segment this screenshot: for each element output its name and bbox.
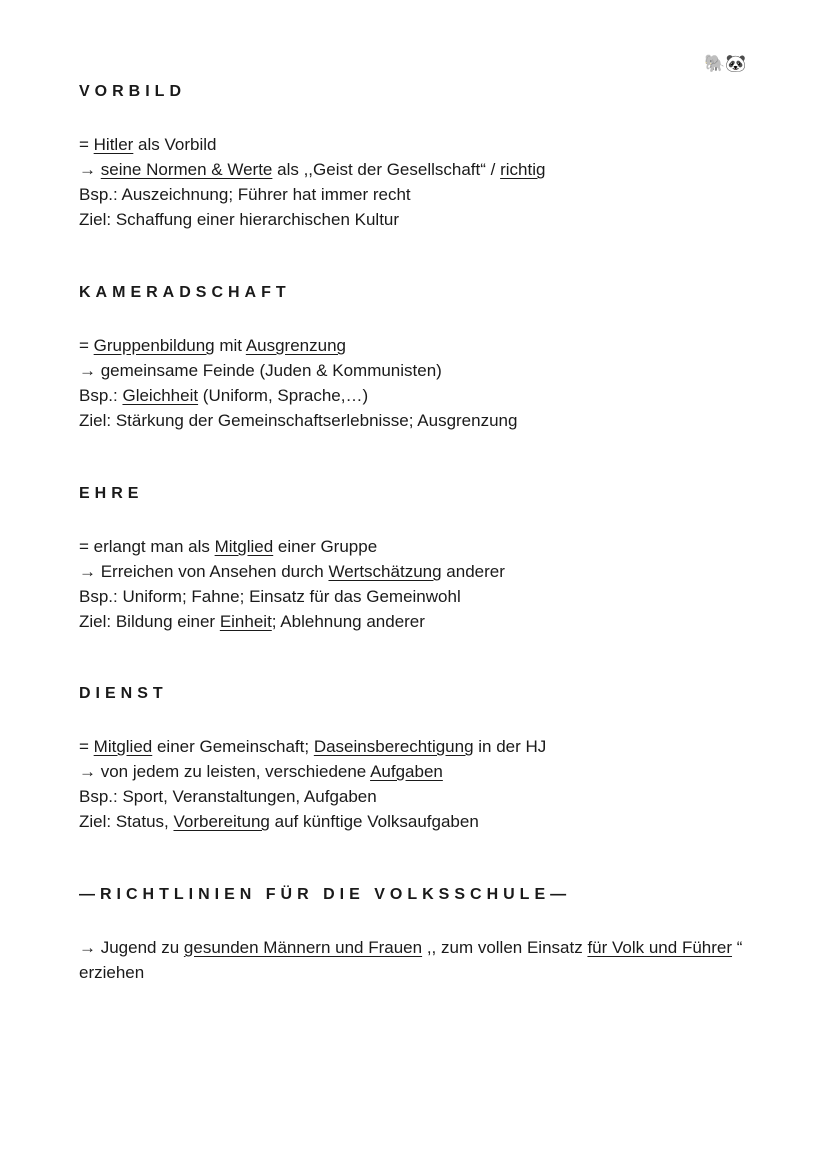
definition-line: = Mitglied einer Gemeinschaft; Daseinsberechtigung in der HJ: [79, 737, 547, 756]
section-dienst: [79, 684, 759, 834]
arrow-line: → Jugend zu gesunden Männern und Frauen ,, zum vollen Einsatz für Volk und Führer “ erziehen: [79, 938, 743, 982]
example-line: Bsp.: Gleichheit (Uniform, Sprache,…): [79, 386, 369, 405]
definition-line: = erlangt man als Mitglied einer Gruppe: [79, 537, 378, 556]
section-heading: EHRE: [79, 485, 144, 502]
section-heading: KAMERADSCHAFT: [79, 284, 291, 301]
animal-emoji-stickers: 🐘🐼: [704, 54, 747, 74]
section-body: [79, 132, 759, 232]
section-heading: DIENST: [79, 685, 168, 702]
arrow-line: → Erreichen von Ansehen durch Wertschätzung anderer: [79, 562, 505, 581]
section-heading: —RICHTLINIEN FÜR DIE VOLKSSCHULE—: [79, 886, 572, 903]
example-line: Bsp.: Uniform; Fahne; Einsatz für das Gemeinwohl: [79, 587, 461, 606]
section-vorbild: [79, 82, 759, 232]
section-kameradschaft: [79, 283, 759, 433]
section-body: [79, 734, 759, 834]
example-line: Bsp.: Sport, Veranstaltungen, Aufgaben: [79, 787, 377, 806]
arrow-line: → gemeinsame Feinde (Juden & Kommunisten): [79, 361, 442, 380]
example-line: Bsp.: Auszeichnung; Führer hat immer recht: [79, 185, 411, 204]
section-richtlinien: [79, 885, 759, 985]
definition-line: = Gruppenbildung mit Ausgrenzung: [79, 336, 346, 355]
definition-line: = Hitler als Vorbild: [79, 135, 217, 154]
section-heading: VORBILD: [79, 83, 186, 100]
goal-line: Ziel: Status, Vorbereitung auf künftige Volksaufgaben: [79, 812, 479, 831]
section-body: [79, 935, 759, 985]
arrow-line: → von jedem zu leisten, verschiedene Aufgaben: [79, 762, 443, 781]
goal-line: Ziel: Schaffung einer hierarchischen Kultur: [79, 210, 400, 229]
goal-line: Ziel: Stärkung der Gemeinschaftserlebnisse; Ausgrenzung: [79, 411, 518, 430]
goal-line: Ziel: Bildung einer Einheit; Ablehnung anderer: [79, 612, 425, 631]
section-ehre: [79, 484, 759, 634]
section-body: [79, 534, 759, 634]
arrow-line: → seine Normen & Werte als ,,Geist der Gesellschaft“ / richtig: [79, 160, 546, 179]
section-body: [79, 333, 759, 433]
